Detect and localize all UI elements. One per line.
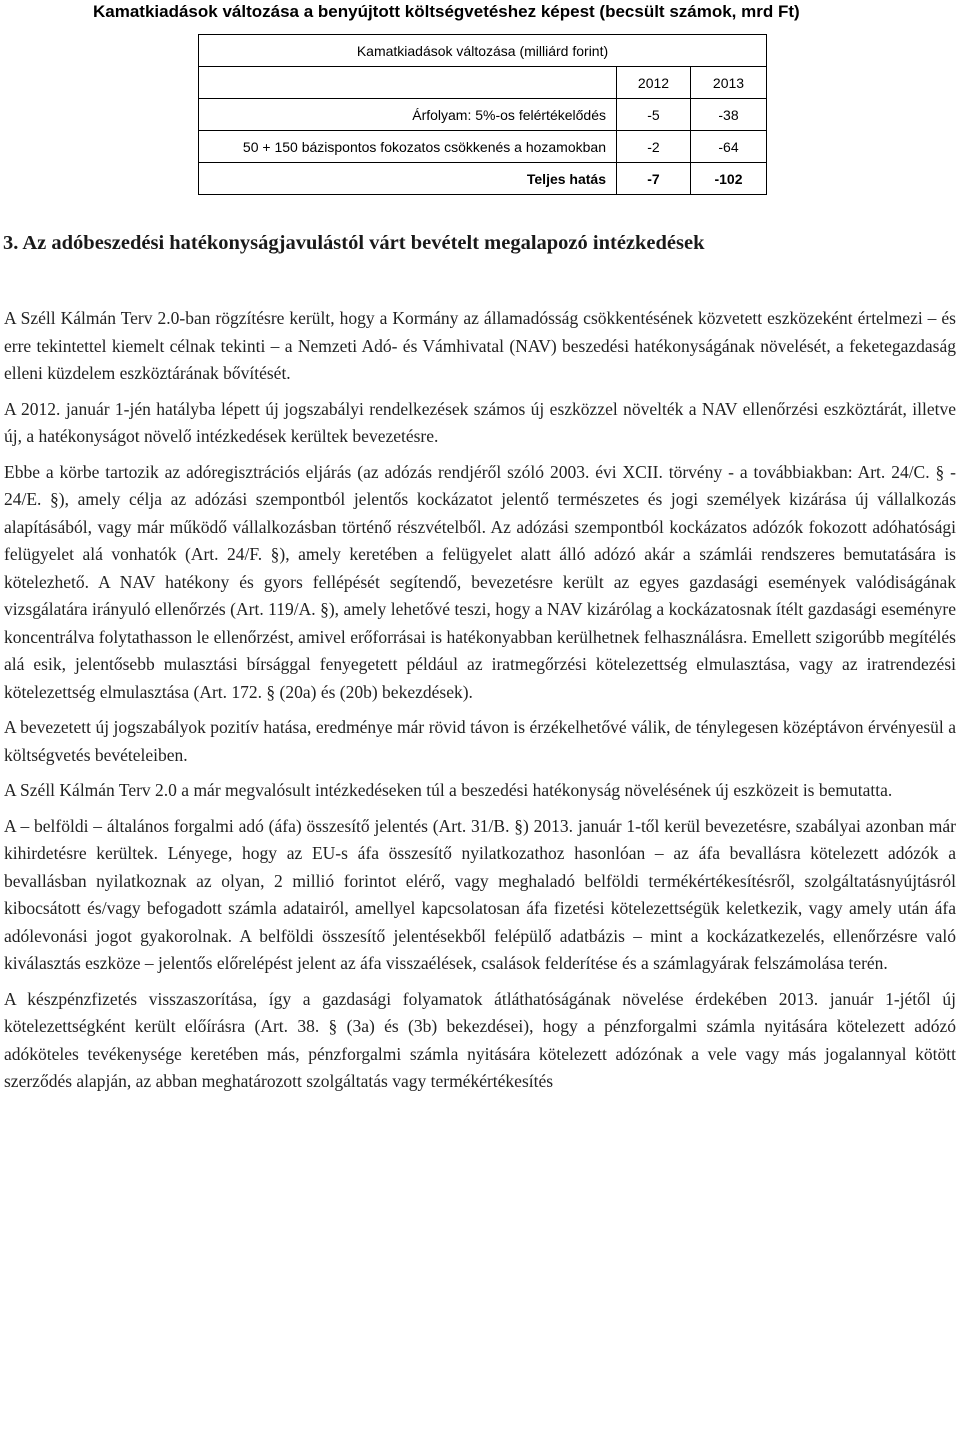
paragraph: Ebbe a körbe tartozik az adóregisztrációs eljárás (az adózás rendjéről szóló 2003. évi XCII. törvény - a továbbiakban: Art. 24/C. § - 24/E. §), amely célja az adózási szempontból jelentős kockázatot jelentő természetes és jogi személyek kizárása új vállalkozás alapításából, vagy már működő vállalkozásban történő részvételből. Az adózási szempontból kockázatos adózók fokozott adóhatósági felügyelet alá vonhatók (Art. 24/F. §), amely keretében a felügyelet alatt álló adózó akár a számlái rendszeres bemutatására is kötelezhető. A NAV hatékony és gyors fellépését segítendő, bevezetésre került az egyes gazdasági események valódiságának vizsgálatára irányuló ellenőrzés (Art. 119/A. §), amely lehetővé teszi, hogy a NAV kizárólag a kockázatosnak ítélt gazdasági eseményre koncentrálva folytathasson le ellenőrzést, amivel erőforrásai is hatékonyabban kerülhetnek felhasználásra. Emellett szigorúbb megítélés alá esik, jelentősebb mulasztási bírsággal fenyegetett például az iratmegőrzési kötelezettség elmulasztása, vagy az iratrendezési kötelezettség elmulasztása (Art. 172. § (20a) és (20b) bekezdések). [4,461,956,702]
table-row [199,131,767,163]
paragraph: A készpénzfizetés visszaszorítása, így a gazdasági folyamatok átláthatóságának növelése érdekében 2013. január 1-jétől új kötelezettségként került előírásra (Art. 38. § (3a) és (3b) bekezdései), hogy a pénzforgalmi számla nyitására kötelezett adózó adóköteles tevékenysége keretében más, pénzforgalmi számla nyitására kötelezett adózónak a vele vagy más jogalannyal kötött szerződés alapján, az abban meghatározott szolgáltatás vagy termékértékesítés [4,988,956,1091]
table-row [199,99,767,131]
table-caption-row [199,35,767,67]
year-header-2012: 2012 [617,67,691,99]
paragraph: A 2012. január 1-jén hatályba lépett új jogszabályi rendelkezések számos új eszközzel növelték a NAV ellenőrzési eszköztárát, illetve új, a hatékonyságot növelő intézkedések kerültek bevezetésre. [4,398,956,446]
paragraph: A Széll Kálmán Terv 2.0 a már megvalósult intézkedéseken túl a beszedési hatékonyság növelésének új eszközeit is bemutatta. [4,780,893,800]
paragraph: A – belföldi – általános forgalmi adó (áfa) összesítő jelentés (Art. 31/B. §) 2013. január 1-től kerül bevezetésre, szabályai azonban már kihirdetésre kerültek. Lényege, hogy az EU-s áfa összesítő nyilatkozathoz hasonlóan – az áfa bevallásra kötelezett adózók a bevallásban nyilatkoznak az olyan, 2 millió forintot elérő, vagy meghaladó belföldi termékértékesítésről, szolgáltatásnyújtásról kibocsátott és/vagy befogadott számla adatairól, amellyel kapcsolatosan áfa fizetési kötelezettségük keletkezik, vagy amely után áfa adólevonási jogot gyakorolnak. A belföldi összesítő jelentésekből felépülő adatbázis – mint a kockázatkezelés, ellenőrzésre való kiválasztás eszköze – jelentős előrelépést jelent az áfa visszaélések, csalások felderítése és a számlagyárak felszámolása terén. [4,815,956,973]
table-caption: Kamatkiadások változása (milliárd forint) [199,35,767,67]
total-value-2013: -102 [691,163,767,195]
section-heading: 3. Az adóbeszedési hatékonyságjavulástól várt bevételt megalapozó intézkedések [3,232,705,254]
table-title: Kamatkiadások változása a benyújtott költségvetéshez képest (becsült számok, mrd Ft) [93,2,800,21]
year-header-2013: 2013 [691,67,767,99]
table-header-row [199,67,767,99]
row-value-2013: -38 [691,99,767,131]
table-total-row [199,163,767,195]
body-text [4,305,956,1104]
row-label: 50 + 150 bázispontos fokozatos csökkenés a hozamokban [199,131,617,163]
interest-expenditure-table [198,34,767,195]
row-label: Árfolyam: 5%-os felértékelődés [199,99,617,131]
total-value-2012: -7 [617,163,691,195]
table-header-empty [199,67,617,99]
paragraph: A bevezetett új jogszabályok pozitív hatása, eredménye már rövid távon is érzékelhetővé válik, de ténylegesen középtávon érvényesül a költségvetés bevételeiben. [4,717,956,765]
row-value-2012: -5 [617,99,691,131]
total-label: Teljes hatás [199,163,617,195]
row-value-2012: -2 [617,131,691,163]
row-value-2013: -64 [691,131,767,163]
paragraph: A Széll Kálmán Terv 2.0-ban rögzítésre került, hogy a Kormány az államadósság csökkentésének közvetett eszközeként értelmezi – és erre tekintettel kiemelt célnak tekinti – a Nemzeti Adó- és Vámhivatal (NAV) beszedési hatékonyságának növelését, a feketegazdaság elleni küzdelem eszköztárának bővítését. [4,308,956,383]
